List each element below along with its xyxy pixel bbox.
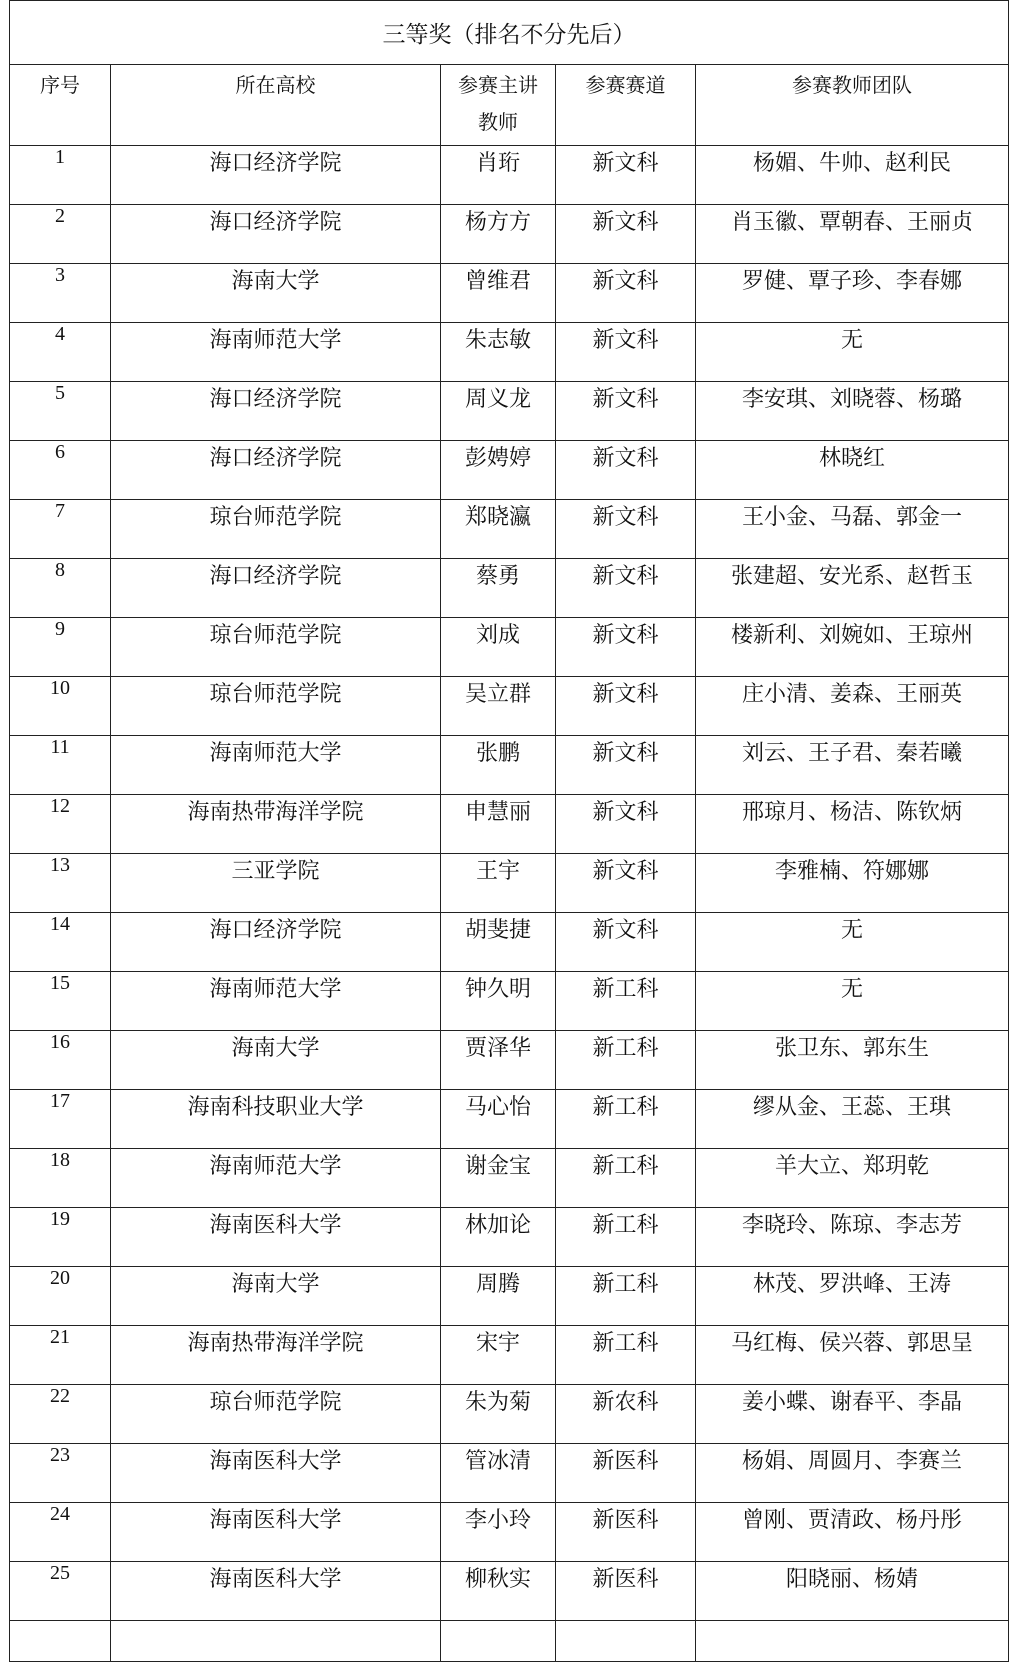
school-name: 三亚学院 xyxy=(111,854,441,913)
competition-track: 新文科 xyxy=(556,382,696,441)
row-number: 13 xyxy=(10,854,111,913)
teacher-team: 庄小清、姜森、王丽英 xyxy=(696,677,1009,736)
competition-track: 新文科 xyxy=(556,441,696,500)
school-name: 海南医科大学 xyxy=(111,1503,441,1562)
competition-track: 新文科 xyxy=(556,913,696,972)
competition-track: 新文科 xyxy=(556,500,696,559)
school-name: 海南医科大学 xyxy=(111,1444,441,1503)
lead-teacher: 郑晓瀛 xyxy=(441,500,556,559)
teacher-team: 李雅楠、符娜娜 xyxy=(696,854,1009,913)
school-name: 海南热带海洋学院 xyxy=(111,795,441,854)
table-row xyxy=(10,1385,1009,1444)
row-number: 23 xyxy=(10,1444,111,1503)
school-name: 海南医科大学 xyxy=(111,1562,441,1621)
row-number: 6 xyxy=(10,441,111,500)
teacher-team: 李安琪、刘晓蓉、杨璐 xyxy=(696,382,1009,441)
school-name: 琼台师范学院 xyxy=(111,500,441,559)
lead-teacher: 朱为菊 xyxy=(441,1385,556,1444)
competition-track: 新文科 xyxy=(556,264,696,323)
row-number: 17 xyxy=(10,1090,111,1149)
lead-teacher: 林加论 xyxy=(441,1208,556,1267)
school-name: 海南科技职业大学 xyxy=(111,1090,441,1149)
row-number: 10 xyxy=(10,677,111,736)
competition-track: 新工科 xyxy=(556,1090,696,1149)
lead-teacher: 贾泽华 xyxy=(441,1031,556,1090)
header-lead-line1: 参赛主讲 xyxy=(458,73,538,97)
school-name: 琼台师范学院 xyxy=(111,677,441,736)
school-name: 海南师范大学 xyxy=(111,1149,441,1208)
teacher-team: 无 xyxy=(696,323,1009,382)
lead-teacher: 李小玲 xyxy=(441,1503,556,1562)
competition-track: 新文科 xyxy=(556,677,696,736)
table-row xyxy=(10,500,1009,559)
competition-track: 新工科 xyxy=(556,1031,696,1090)
row-number: 20 xyxy=(10,1267,111,1326)
school-name: 海口经济学院 xyxy=(111,441,441,500)
school-name: 海南大学 xyxy=(111,1031,441,1090)
row-number: 18 xyxy=(10,1149,111,1208)
lead-teacher: 周腾 xyxy=(441,1267,556,1326)
lead-teacher: 彭娉婷 xyxy=(441,441,556,500)
teacher-team: 无 xyxy=(696,972,1009,1031)
teacher-team: 邢琼月、杨洁、陈钦炳 xyxy=(696,795,1009,854)
empty-cell xyxy=(556,1621,696,1662)
table-row xyxy=(10,1208,1009,1267)
competition-track: 新工科 xyxy=(556,972,696,1031)
competition-track: 新医科 xyxy=(556,1562,696,1621)
lead-teacher: 宋宇 xyxy=(441,1326,556,1385)
title-row xyxy=(10,1,1009,65)
table-title: 三等奖（排名不分先后） xyxy=(10,1,1009,65)
school-name: 海口经济学院 xyxy=(111,205,441,264)
competition-track: 新文科 xyxy=(556,323,696,382)
school-name: 海南热带海洋学院 xyxy=(111,1326,441,1385)
teacher-team: 楼新利、刘婉如、王琼州 xyxy=(696,618,1009,677)
teacher-team: 曾刚、贾清政、杨丹彤 xyxy=(696,1503,1009,1562)
row-number: 21 xyxy=(10,1326,111,1385)
table-row xyxy=(10,1267,1009,1326)
school-name: 海南大学 xyxy=(111,264,441,323)
table-row xyxy=(10,559,1009,618)
school-name: 海南师范大学 xyxy=(111,323,441,382)
competition-track: 新医科 xyxy=(556,1444,696,1503)
teacher-team: 王小金、马磊、郭金一 xyxy=(696,500,1009,559)
table-row xyxy=(10,205,1009,264)
header-lead-teacher xyxy=(441,65,556,146)
teacher-team: 林茂、罗洪峰、王涛 xyxy=(696,1267,1009,1326)
row-number: 25 xyxy=(10,1562,111,1621)
school-name: 海南师范大学 xyxy=(111,736,441,795)
competition-track: 新文科 xyxy=(556,559,696,618)
lead-teacher: 周义龙 xyxy=(441,382,556,441)
school-name: 海口经济学院 xyxy=(111,559,441,618)
teacher-team: 姜小蝶、谢春平、李晶 xyxy=(696,1385,1009,1444)
lead-teacher: 管冰清 xyxy=(441,1444,556,1503)
table-row xyxy=(10,795,1009,854)
teacher-team: 阳晓丽、杨婧 xyxy=(696,1562,1009,1621)
school-name: 海南大学 xyxy=(111,1267,441,1326)
lead-teacher: 申慧丽 xyxy=(441,795,556,854)
competition-track: 新文科 xyxy=(556,736,696,795)
teacher-team: 杨媚、牛帅、赵利民 xyxy=(696,146,1009,205)
lead-teacher: 肖珩 xyxy=(441,146,556,205)
competition-track: 新文科 xyxy=(556,205,696,264)
competition-track: 新工科 xyxy=(556,1267,696,1326)
empty-cell xyxy=(696,1621,1009,1662)
teacher-team: 罗健、覃子珍、李春娜 xyxy=(696,264,1009,323)
award-table xyxy=(9,0,1009,1662)
lead-teacher: 马心怡 xyxy=(441,1090,556,1149)
school-name: 琼台师范学院 xyxy=(111,618,441,677)
competition-track: 新文科 xyxy=(556,146,696,205)
teacher-team: 杨娟、周圆月、李赛兰 xyxy=(696,1444,1009,1503)
teacher-team: 张建超、安光系、赵哲玉 xyxy=(696,559,1009,618)
lead-teacher: 王宇 xyxy=(441,854,556,913)
lead-teacher: 朱志敏 xyxy=(441,323,556,382)
competition-track: 新工科 xyxy=(556,1208,696,1267)
teacher-team: 羊大立、郑玥乾 xyxy=(696,1149,1009,1208)
competition-track: 新工科 xyxy=(556,1326,696,1385)
table-row xyxy=(10,972,1009,1031)
teacher-team: 林晓红 xyxy=(696,441,1009,500)
lead-teacher: 曾维君 xyxy=(441,264,556,323)
competition-track: 新医科 xyxy=(556,1503,696,1562)
school-name: 海南师范大学 xyxy=(111,972,441,1031)
row-number: 24 xyxy=(10,1503,111,1562)
table-row xyxy=(10,1090,1009,1149)
lead-teacher: 蔡勇 xyxy=(441,559,556,618)
school-name: 琼台师范学院 xyxy=(111,1385,441,1444)
lead-teacher: 柳秋实 xyxy=(441,1562,556,1621)
row-number: 9 xyxy=(10,618,111,677)
table-row xyxy=(10,323,1009,382)
header-no: 序号 xyxy=(10,65,111,146)
table-row xyxy=(10,441,1009,500)
teacher-team: 肖玉徽、覃朝春、王丽贞 xyxy=(696,205,1009,264)
school-name: 海口经济学院 xyxy=(111,913,441,972)
school-name: 海口经济学院 xyxy=(111,382,441,441)
table-row xyxy=(10,677,1009,736)
competition-track: 新文科 xyxy=(556,618,696,677)
lead-teacher: 胡斐捷 xyxy=(441,913,556,972)
school-name: 海口经济学院 xyxy=(111,146,441,205)
empty-cell xyxy=(441,1621,556,1662)
row-number: 15 xyxy=(10,972,111,1031)
row-number: 16 xyxy=(10,1031,111,1090)
table-row xyxy=(10,1326,1009,1385)
teacher-team: 马红梅、侯兴蓉、郭思呈 xyxy=(696,1326,1009,1385)
lead-teacher: 杨方方 xyxy=(441,205,556,264)
teacher-team: 无 xyxy=(696,913,1009,972)
lead-teacher: 谢金宝 xyxy=(441,1149,556,1208)
row-number: 1 xyxy=(10,146,111,205)
teacher-team: 张卫东、郭东生 xyxy=(696,1031,1009,1090)
row-number: 22 xyxy=(10,1385,111,1444)
lead-teacher: 刘成 xyxy=(441,618,556,677)
table-row xyxy=(10,736,1009,795)
row-number: 7 xyxy=(10,500,111,559)
table-row xyxy=(10,1444,1009,1503)
empty-cell xyxy=(111,1621,441,1662)
header-school: 所在高校 xyxy=(111,65,441,146)
header-lead-line2: 教师 xyxy=(478,110,518,134)
row-number: 4 xyxy=(10,323,111,382)
table-row xyxy=(10,1503,1009,1562)
header-team: 参赛教师团队 xyxy=(696,65,1009,146)
row-number: 5 xyxy=(10,382,111,441)
competition-track: 新工科 xyxy=(556,1149,696,1208)
row-number: 14 xyxy=(10,913,111,972)
row-number: 2 xyxy=(10,205,111,264)
lead-teacher: 张鹏 xyxy=(441,736,556,795)
table-row xyxy=(10,382,1009,441)
table-row-cutoff xyxy=(10,1621,1009,1662)
school-name: 海南医科大学 xyxy=(111,1208,441,1267)
table-row xyxy=(10,1149,1009,1208)
table-row xyxy=(10,1031,1009,1090)
table-row xyxy=(10,854,1009,913)
teacher-team: 缪从金、王蕊、王琪 xyxy=(696,1090,1009,1149)
row-number: 12 xyxy=(10,795,111,854)
lead-teacher: 吴立群 xyxy=(441,677,556,736)
competition-track: 新农科 xyxy=(556,1385,696,1444)
teacher-team: 刘云、王子君、秦若曦 xyxy=(696,736,1009,795)
row-number: 3 xyxy=(10,264,111,323)
teacher-team: 李晓玲、陈琼、李志芳 xyxy=(696,1208,1009,1267)
empty-cell xyxy=(10,1621,111,1662)
table-row xyxy=(10,913,1009,972)
competition-track: 新文科 xyxy=(556,795,696,854)
table-row xyxy=(10,146,1009,205)
header-track: 参赛赛道 xyxy=(556,65,696,146)
competition-track: 新文科 xyxy=(556,854,696,913)
table-row xyxy=(10,618,1009,677)
table-row xyxy=(10,264,1009,323)
row-number: 19 xyxy=(10,1208,111,1267)
table-row xyxy=(10,1562,1009,1621)
row-number: 8 xyxy=(10,559,111,618)
row-number: 11 xyxy=(10,736,111,795)
header-row xyxy=(10,65,1009,146)
lead-teacher: 钟久明 xyxy=(441,972,556,1031)
